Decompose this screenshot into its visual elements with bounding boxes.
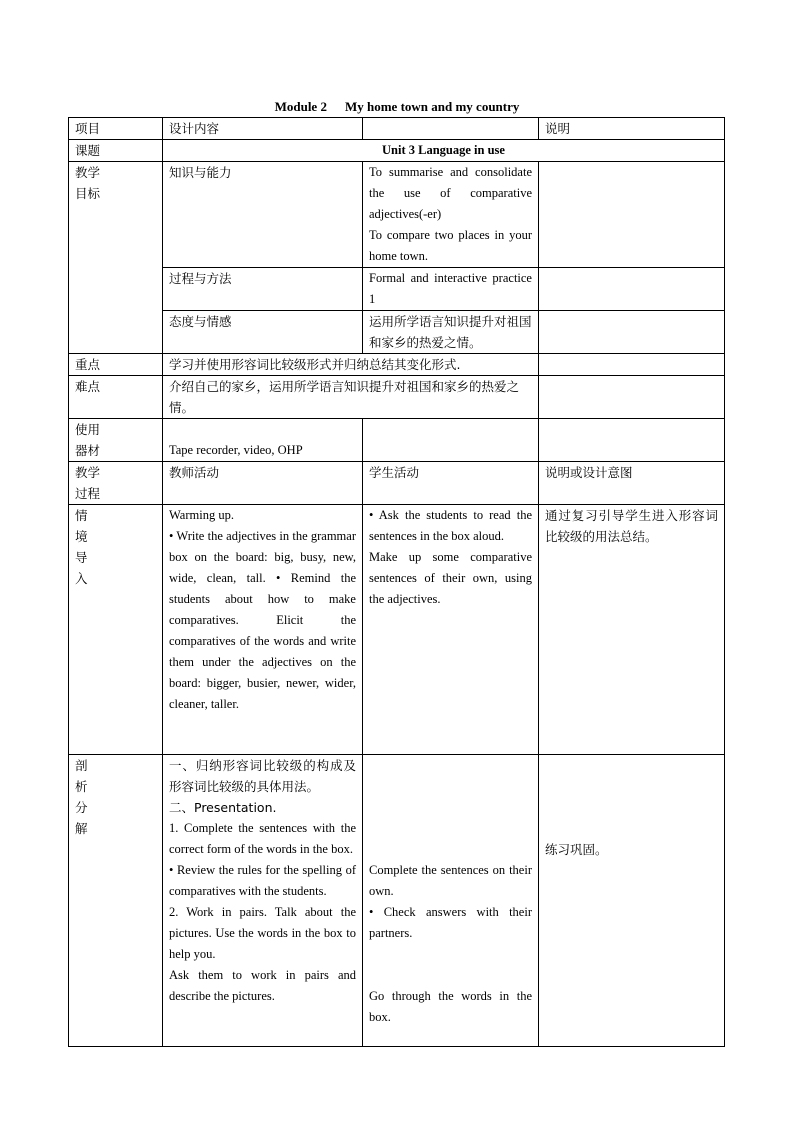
stage2-teacher-line6: Ask them to work in pairs and describe the pictures.	[169, 968, 356, 1003]
stage2-notes-spacer	[545, 818, 718, 839]
header-item: 项目	[69, 118, 163, 140]
stage2-teacher-line1: 一、归纳形容词比较级的构成及形容词比较级的具体用法。	[169, 758, 356, 794]
key-point-value: 学习并使用形容词比较级形式并归纳总结其变化形式.	[163, 354, 539, 376]
stage2-student-line1: Complete the sentences on their own.	[369, 863, 532, 898]
objective-attitude-notes	[539, 311, 725, 354]
difficulty-label: 难点	[69, 376, 163, 419]
stage1-label-char1: 情	[75, 508, 88, 523]
stage1-label-char4: 入	[75, 571, 88, 586]
stage1-teacher-line1: Warming up.	[169, 508, 234, 522]
stage2-label-char1: 剖	[75, 758, 88, 773]
stage2-student-spacer	[369, 818, 532, 839]
difficulty-value: 介绍自己的家乡，运用所学语言知识提升对祖国和家乡的热爱之情。	[163, 376, 539, 419]
objective-knowledge-notes	[539, 162, 725, 268]
stage2-teacher-line4: • Review the rules for the spelling of comparatives with the students.	[169, 863, 356, 898]
key-point-row	[69, 354, 725, 376]
key-point-label: 重点	[69, 354, 163, 376]
stage1-row	[69, 505, 725, 755]
header-blank	[363, 118, 539, 140]
topic-row	[69, 140, 725, 162]
stage2-student-spacer	[369, 797, 532, 818]
equipment-label-line1: 使用	[75, 422, 101, 437]
topic-value: Unit 3 Language in use	[163, 140, 725, 162]
equipment-blank-1	[363, 419, 539, 462]
stage2-label-char3: 分	[75, 800, 88, 815]
objective-process-content: Formal and interactive practice 1	[363, 268, 539, 311]
objectives-label	[69, 162, 163, 354]
stage2-notes-spacer	[545, 797, 718, 818]
stage1-teacher-line2: • Write the adjectives in the grammar box on the board: big, busy, new, wide, clean, tall. • Remind the students about how to make comparatives. Elicit the comparatives of the words and write them under the adjectives on the board: bigger, busier, newer, wider, cleaner, taller.	[169, 529, 356, 711]
equipment-label	[69, 419, 163, 462]
objective-attitude-content: 运用所学语言知识提升对祖国和家乡的热爱之情。	[363, 311, 539, 354]
process-header-row	[69, 462, 725, 505]
stage1-label	[69, 505, 163, 755]
stage2-student-line2: • Check answers with their partners.	[369, 905, 532, 940]
objectives-label-line2: 目标	[75, 186, 101, 201]
stage2-teacher-line2: 二、Presentation.	[169, 800, 277, 815]
objective-attitude-name: 态度与情感	[163, 311, 363, 354]
process-label-line2: 过程	[75, 486, 101, 501]
stage2-label-char2: 析	[75, 779, 88, 794]
stage1-student-line2: Make up some comparative sentences of their own, using the adjectives.	[369, 550, 532, 606]
objective-knowledge-line1: To summarise and consolidate the use of comparative adjectives(-er)	[369, 165, 532, 221]
objective-knowledge-content	[363, 162, 539, 268]
topic-label: 课题	[69, 140, 163, 162]
stage2-notes-text: 练习巩固。	[545, 842, 608, 857]
stage2-teacher-line5: 2. Work in pairs. Talk about the pictures. Use the words in the box to help you.	[169, 905, 356, 961]
process-label	[69, 462, 163, 505]
stage1-student	[363, 505, 539, 755]
teacher-activity-header: 教师活动	[163, 462, 363, 505]
header-design-content: 设计内容	[163, 118, 363, 140]
header-row	[69, 118, 725, 140]
design-intent-header: 说明或设计意图	[539, 462, 725, 505]
objective-process-name: 过程与方法	[163, 268, 363, 311]
stage1-label-char2: 境	[75, 529, 88, 544]
stage2-label-char4: 解	[75, 821, 88, 836]
stage2-label	[69, 755, 163, 1047]
process-label-line1: 教学	[75, 465, 101, 480]
stage2-notes	[539, 755, 725, 1047]
stage1-notes: 通过复习引导学生进入形容词比较级的用法总结。	[539, 505, 725, 755]
stage2-student-line3: Go through the words in the box.	[369, 989, 532, 1024]
stage2-student-spacer	[369, 944, 532, 965]
stage1-student-line1: • Ask the students to read the sentences in the box aloud.	[369, 508, 532, 543]
objectives-label-line1: 教学	[75, 165, 101, 180]
student-activity-header: 学生活动	[363, 462, 539, 505]
difficulty-notes	[539, 376, 725, 419]
stage1-teacher	[163, 505, 363, 755]
stage2-student	[363, 755, 539, 1047]
objective-row-attitude	[69, 311, 725, 354]
equipment-value: Tape recorder, video, OHP	[163, 419, 363, 462]
lesson-plan-table	[68, 117, 725, 1047]
document-title	[0, 98, 794, 116]
stage1-label-char3: 导	[75, 550, 88, 565]
header-notes: 说明	[539, 118, 725, 140]
stage2-row	[69, 755, 725, 1047]
stage2-student-spacer	[369, 755, 532, 776]
stage2-notes-spacer	[545, 776, 718, 797]
objective-knowledge-line2: To compare two places in your home town.	[369, 228, 532, 263]
module-name: My home town and my country	[344, 99, 520, 114]
objective-row-knowledge	[69, 162, 725, 268]
key-point-notes	[539, 354, 725, 376]
stage2-teacher-line3: 1. Complete the sentences with the correct form of the words in the box.	[169, 821, 356, 856]
equipment-blank-2	[539, 419, 725, 462]
stage2-teacher	[163, 755, 363, 1047]
stage2-student-spacer	[369, 965, 532, 986]
objective-process-notes	[539, 268, 725, 311]
equipment-label-line2: 器材	[75, 443, 101, 458]
stage2-notes-spacer	[545, 755, 718, 776]
stage2-student-spacer	[369, 839, 532, 860]
objective-knowledge-name: 知识与能力	[163, 162, 363, 268]
difficulty-row	[69, 376, 725, 419]
objective-row-process	[69, 268, 725, 311]
module-number: Module 2	[274, 99, 327, 114]
stage2-student-spacer	[369, 776, 532, 797]
equipment-row	[69, 419, 725, 462]
